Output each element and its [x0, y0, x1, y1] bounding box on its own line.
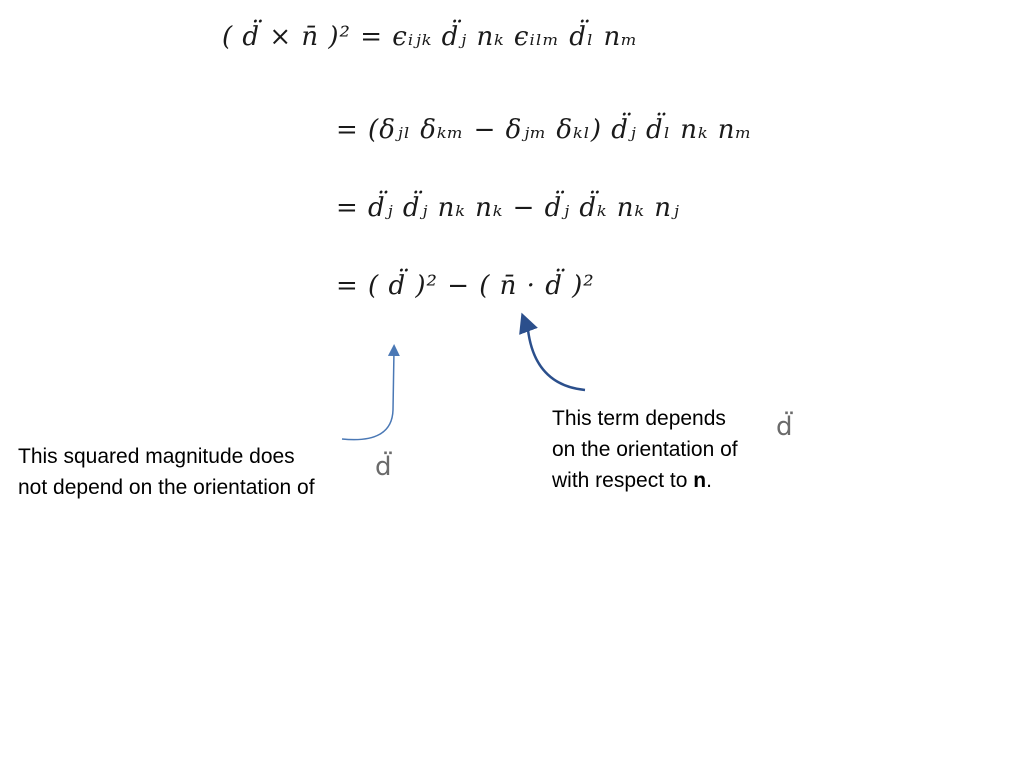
ddot-vector-symbol-left: d̈	[375, 452, 392, 482]
note-left-line-1: This squared magnitude does	[18, 445, 295, 468]
arrow-left	[342, 350, 394, 440]
ddot-vector-symbol-right: d̈	[776, 412, 793, 442]
note-right-line-1: This term depends	[552, 407, 726, 430]
note-left	[18, 441, 378, 503]
note-right-line-2: on the orientation of	[552, 438, 738, 461]
note-right	[552, 403, 782, 496]
note-right-line-3	[552, 465, 782, 496]
arrow-right	[525, 322, 585, 390]
note-right-line-3-prefix: with respect to	[552, 469, 694, 492]
equation-line-1: ( d̈ × n̄ )² = ϵᵢⱼₖ d̈ⱼ nₖ ϵᵢₗₘ d̈ₗ nₘ	[222, 22, 639, 52]
equation-line-3: = d̈ⱼ d̈ⱼ nₖ nₖ − d̈ⱼ d̈ₖ nₖ nⱼ	[336, 193, 680, 223]
note-right-bold-n: n	[693, 469, 707, 492]
note-right-line-3-suffix: .	[706, 469, 712, 492]
equation-line-4: = ( d̈ )² − ( n̄ · d̈ )²	[336, 271, 595, 301]
note-left-line-2: not depend on the orientation of	[18, 476, 315, 499]
equation-line-2: = (δⱼₗ δₖₘ − δⱼₘ δₖₗ) d̈ⱼ d̈ₗ nₖ nₘ	[336, 115, 753, 145]
